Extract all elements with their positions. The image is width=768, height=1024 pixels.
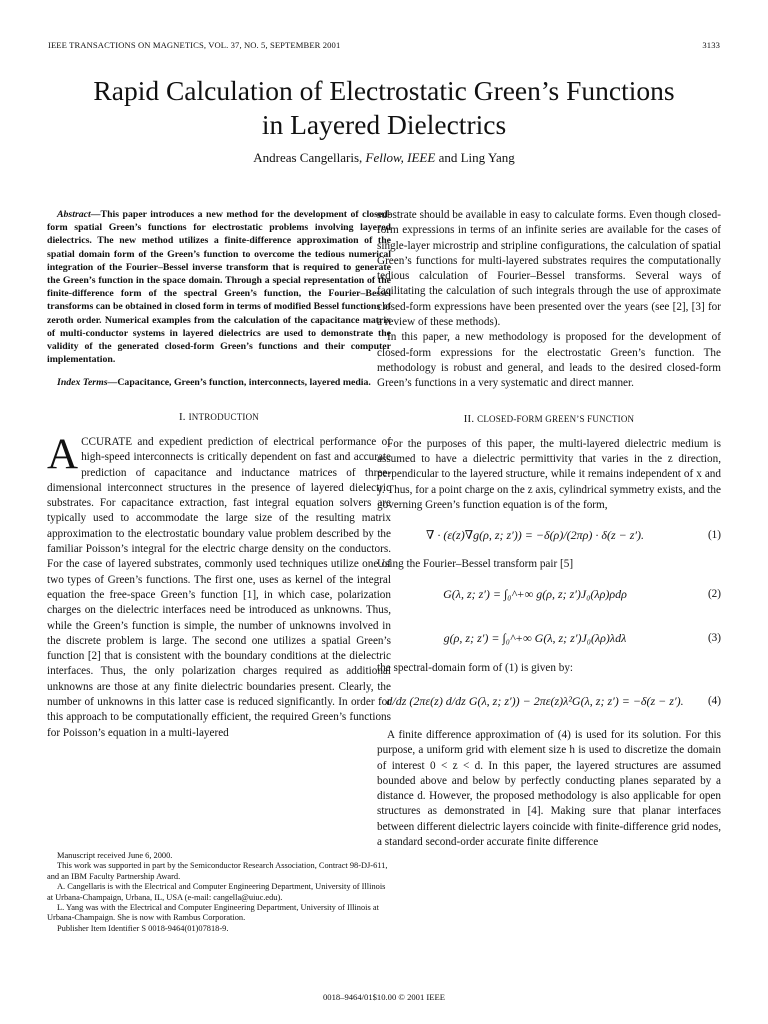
author-1-grade: Fellow, IEEE <box>365 150 436 165</box>
abstract <box>47 208 391 366</box>
equation-3-body: g(ρ, z; z′) = ∫₀^+∞ G(λ, z; z′)J₀(λρ)λdλ <box>443 630 627 645</box>
left-column <box>47 208 391 741</box>
author-2: and Ling Yang <box>435 150 515 165</box>
right-paragraph-3: For the purposes of this paper, the multi-layered dielectric medium is assumed to have a dielectric permittivity that varies in the z direction, perpendicular to the layered structure, while it remains independent of x and y. Thus, for a point charge on the z axis, cylindrical symmetry exists, and the governing Green’s function equation is of the form, <box>377 437 721 512</box>
equation-2-body: G(λ, z; z′) = ∫₀^+∞ g(ρ, z; z′)J₀(λρ)ρdρ <box>443 586 627 601</box>
equation-2-number: (2) <box>707 587 721 600</box>
equation-1 <box>377 513 721 557</box>
equation-3 <box>377 617 721 661</box>
equation-1-body: ∇ · (ε(z)∇g(ρ, z; z′)) = −δ(ρ)/(2πρ) · δ(z − z′). <box>425 527 645 542</box>
right-paragraph-6: A finite difference approximation of (4) is used for its solution. For this purpose, a uniform grid with element size h is used to discretize the domain of interest 0 < z < d. In this paper, the layered structures are assumed bounded above and below by perfectly conducting planes separated by a distance d. However, the proposed methodology is also applicable for open structures as demonstrated in [4]. Making sure that planar interfaces between different dielectric layers coincide with finite-difference grid nodes, a standard second-order accurate finite difference <box>377 728 721 849</box>
equation-2 <box>377 573 721 617</box>
right-paragraph-1: substrate should be available in easy to calculate forms. Even though closed-form expressions in terms of an infinite series are available for the cases of single-layer microstrip and stripline configurations, the calculation of spatial Green’s functions for multi-layered substrates requires the computationally tedious calculation of Fourier–Bessel transforms. Several ways of facilitating the calculation of such integrals through the use of approximate closed-form expressions have been presented over the years (see [2], [3] for a review of these methods). <box>377 209 721 329</box>
footnote-publisher-id: Publisher Item Identifier S 0018-9464(01)07818-9. <box>57 923 229 933</box>
abstract-label: Abstract— <box>57 209 101 220</box>
equation-4-body: d/dz (2πε(z) d/dz G(λ, z; z′)) − 2πε(z)λ²G(λ, z; z′) = −δ(z − z′). <box>386 694 684 709</box>
journal-name: IEEE TRANSACTIONS ON MAGNETICS, VOL. 37, NO. 5, SEPTEMBER 2001 <box>48 40 341 50</box>
footnote-received: Manuscript received June 6, 2000. <box>57 851 173 860</box>
author-line <box>20 150 748 166</box>
right-paragraph-2: In this paper, a new methodology is proposed for the development of closed-form expressions for the electrostatic Green’s function. The methodology is robust and general, and leads to the desired closed-form Green’s functions in a very systematic and direct manner. <box>377 331 721 390</box>
equation-3-number: (3) <box>707 631 721 644</box>
footnotes <box>47 851 391 934</box>
abstract-text: This paper introduces a new method for the development of closed-form spatial Green’s functions for electrostatic problems involving layered dielectrics. The new method utilizes a finite-difference approximation of the spatial domain form of the Green’s function to overcome the tedious numerical integration of the Fourier–Bessel inverse transform that is required to generate the Green’s function in the space domain. Through a special representation of the finite-difference form of the spectral Green’s function, the Fourier–Bessel transforms can be obtained in closed form in terms of modified Bessel functions of zeroth order. Numerical examples from the calculation of the capacitance matrix of multi-conductor systems in layered dielectrics are used to demonstrate the validity of the generated closed-form Green’s functions and their computer implementation. <box>47 209 391 366</box>
drop-cap: A <box>47 430 79 478</box>
copyright-footer: 0018–9464/01$10.00 © 2001 IEEE <box>322 992 446 1002</box>
page-number: 3133 <box>702 40 720 50</box>
footnote-author-2: L. Yang was with the Electrical and Computer Engineering Department, University of Illinois at Urbana-Champaign. She is now with Rambus Corporation. <box>47 903 379 923</box>
footnote-author-1: A. Cangellaris is with the Electrical and Computer Engineering Department, University of Illinois at Urbana-Champaign, Urbana, IL, USA (e-mail: cangella@uiuc.edu). <box>47 882 386 902</box>
equation-4 <box>377 676 721 728</box>
section-heading-closed-form: II. CLOSED-FORM GREEN’S FUNCTION <box>463 412 635 425</box>
index-terms-label: Index Terms— <box>57 377 118 389</box>
equation-1-number: (1) <box>707 528 721 541</box>
title-line-2: in Layered Dielectrics <box>261 109 507 140</box>
footnote-support: This work was supported in part by the Semiconductor Research Association, Contract 98-DJ-611, and an IBM Faculty Partnership Award. <box>47 861 388 881</box>
author-1: Andreas Cangellaris, <box>253 150 366 165</box>
index-terms <box>47 376 391 389</box>
intro-paragraph <box>47 430 391 741</box>
paper-title <box>20 74 748 142</box>
title-line-1: Rapid Calculation of Electrostatic Green’s Functions <box>93 75 675 106</box>
index-terms-text: Capacitance, Green’s function, interconnects, layered media. <box>117 377 371 389</box>
right-paragraph-4: Using the Fourier–Bessel transform pair [5] <box>377 558 574 571</box>
section-heading-intro: I. INTRODUCTION <box>178 410 259 423</box>
running-header <box>48 40 720 50</box>
right-paragraph-5: the spectral-domain form of (1) is given by: <box>377 661 574 674</box>
intro-text: CCURATE and expedient prediction of electrical performance of high-speed interconnects is critically dependent on fast and accurate prediction of capacitance and inductance matrices of three-dimensional interconnect structures in the presence of layered dielectric substrates. For capacitance extraction, fast integral equation solvers are typically used to accommodate the large size of the resulting matrix approximation to the electrostatic boundary value problem described by the familiar Poisson’s integral for the electric charge density on the conductors. For the case of layered substrates, commonly used techniques utilize one of two types of Green’s functions. The first one, uses as kernel of the integral equation the free-space Green’s function [1], in which case, polarization charges on the dielectric interfaces need be introduced as unknowns. Thus, while the Green’s function is simple, the number of unknowns involved in the discrete problem is large. The second one utilizes a spatial Green’s function [2] that is consistent with the boundary conditions at the dielectric interfaces. Thus, the only polarization charges required as additional unknowns are those at any finite dielectric boundaries present. Clearly, the number of unknowns in this latter case is reduced significantly. In order for this approach to be computationally efficient, the required Green’s functions for Poisson’s equation in a multi-layered <box>47 435 391 739</box>
right-column <box>377 208 721 850</box>
equation-4-number: (4) <box>707 695 721 708</box>
